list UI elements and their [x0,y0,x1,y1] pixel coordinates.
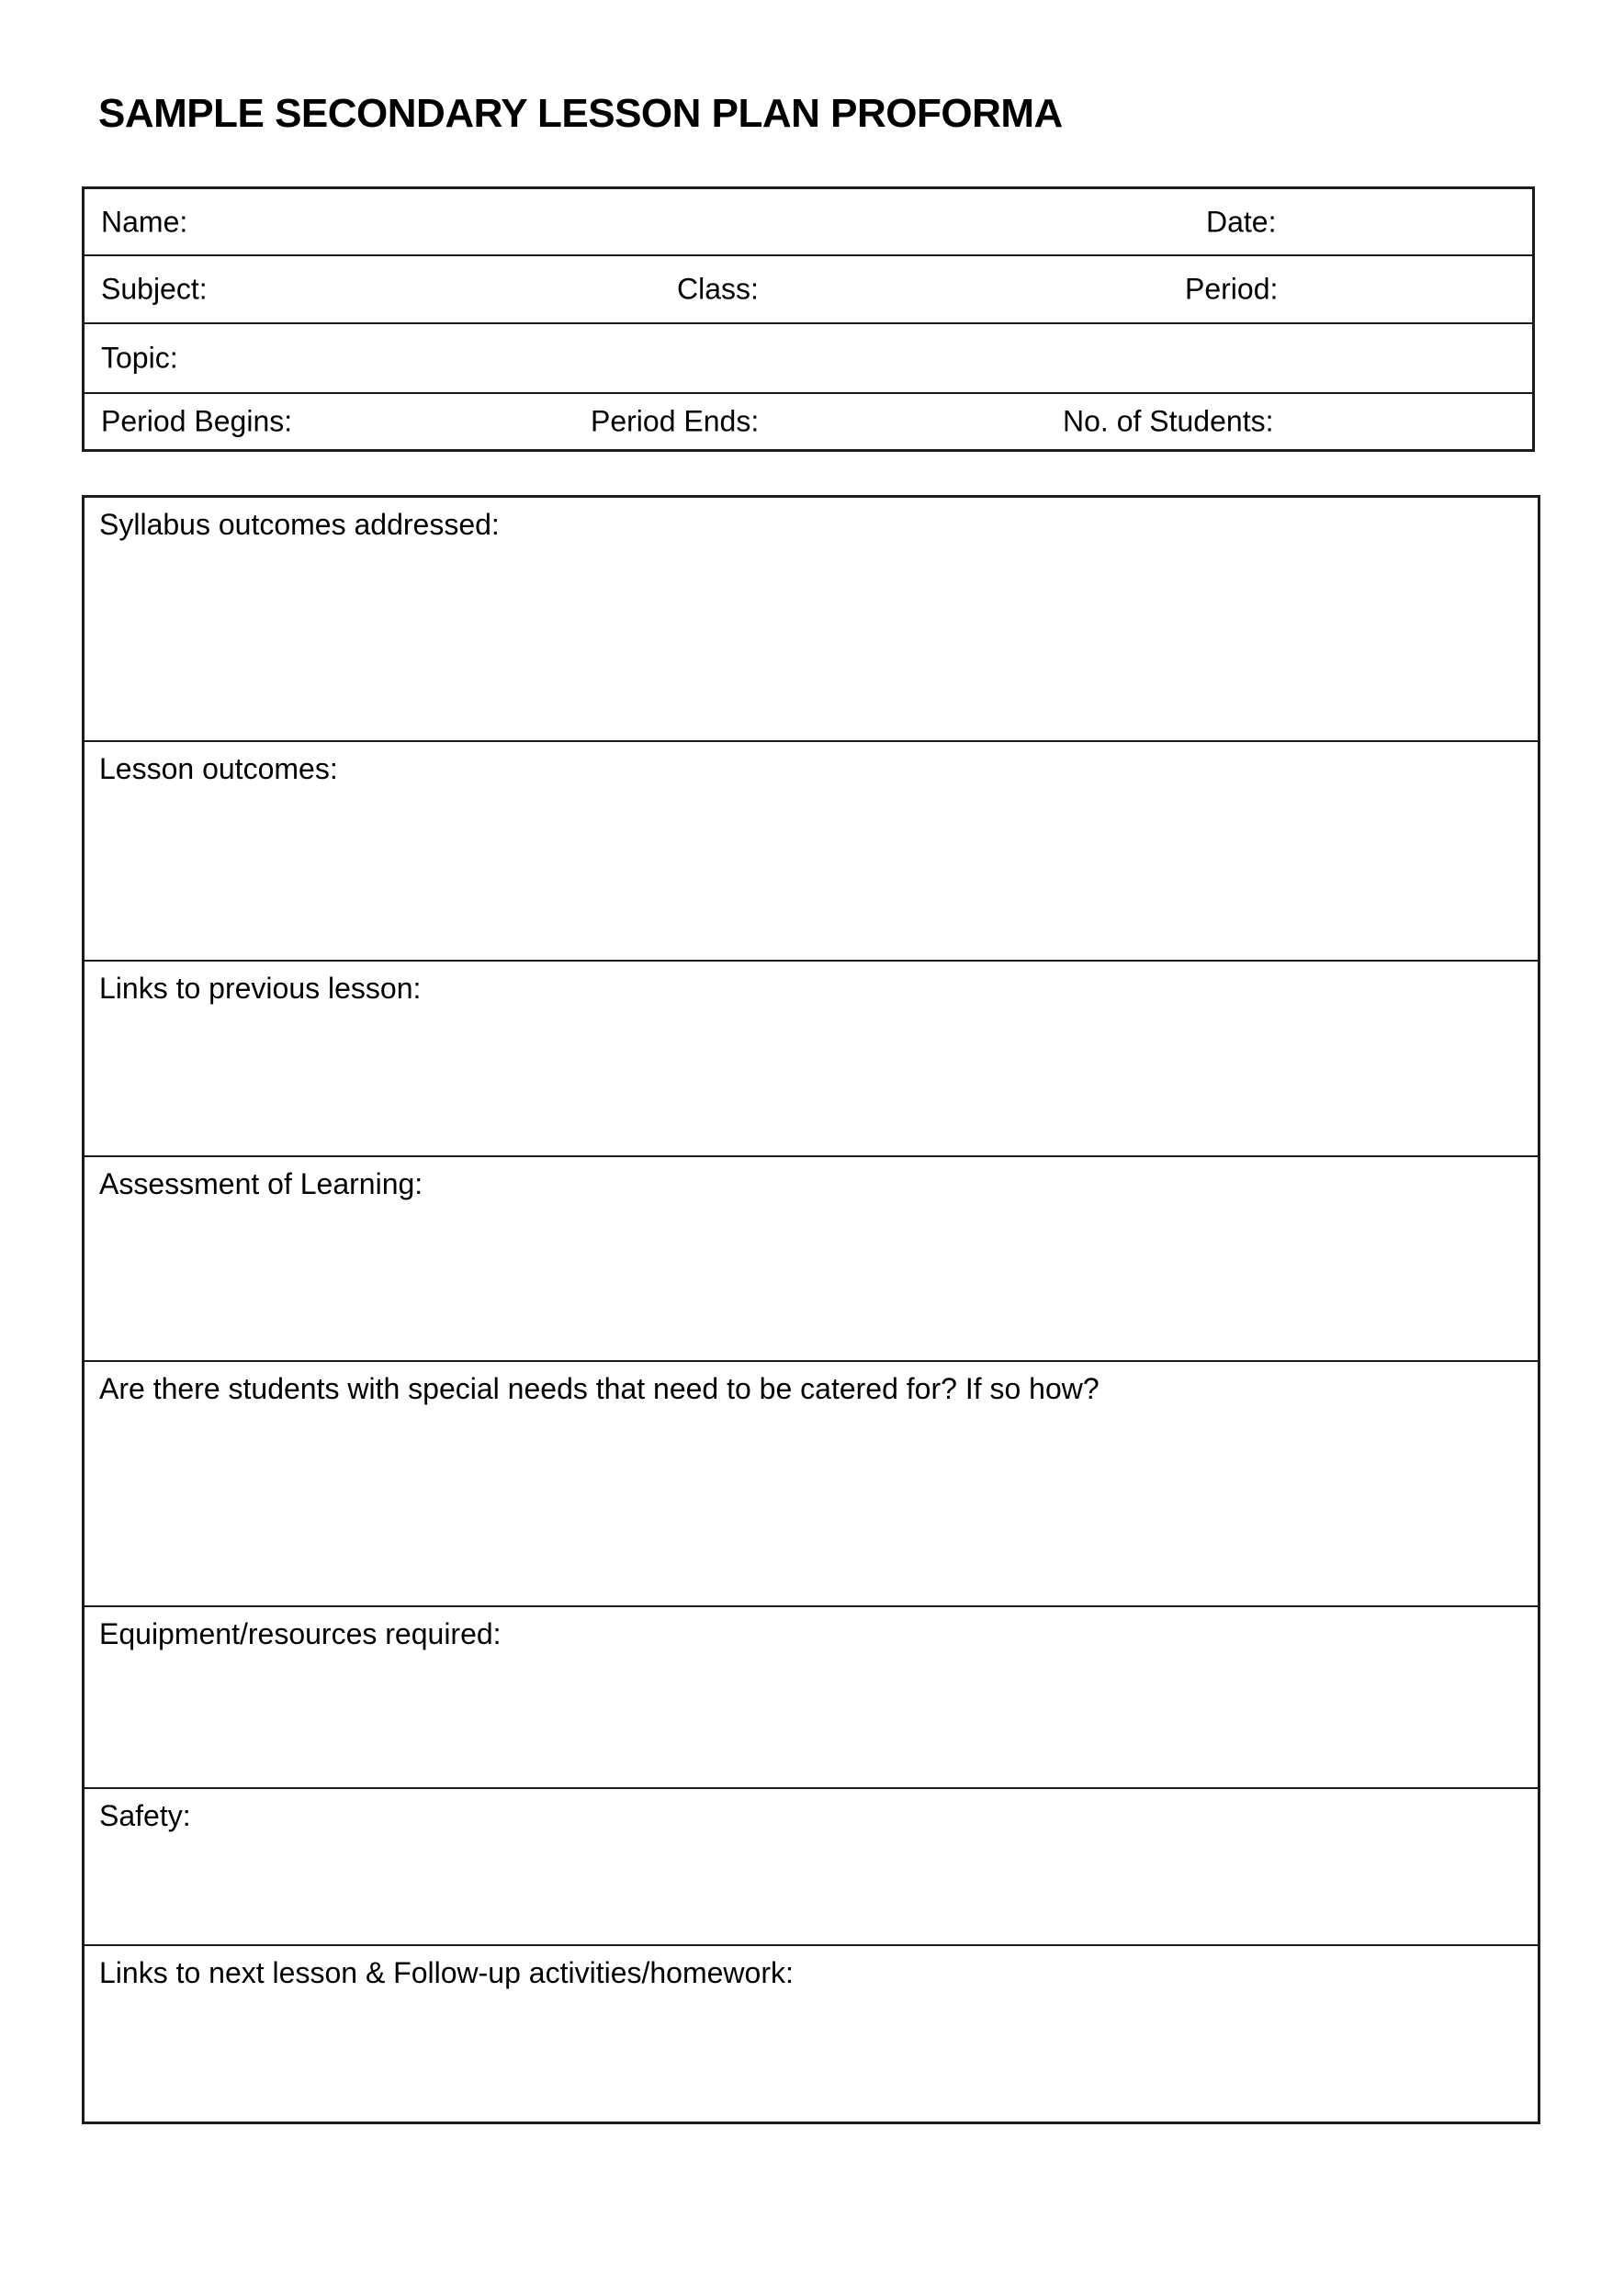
section-row-safety[interactable] [85,1787,1538,1944]
subject-label: Subject: [101,272,208,306]
date-label: Date: [1206,205,1277,238]
lesson-plan-table [82,495,1540,2124]
header-row-name-date[interactable] [85,189,1532,254]
period-ends-label: Period Ends: [591,404,760,438]
lesson-outcomes-label: Lesson outcomes: [99,752,338,785]
section-row-special-needs[interactable] [85,1360,1538,1605]
special-needs-label: Are there students with special needs that need to be catered for? If so how? [99,1372,1100,1405]
topic-label: Topic: [101,341,178,375]
section-row-assessment-of-learning[interactable] [85,1155,1538,1360]
section-row-equipment-resources[interactable] [85,1605,1538,1787]
period-label: Period: [1185,272,1279,306]
syllabus-outcomes-label: Syllabus outcomes addressed: [99,508,500,541]
assessment-of-learning-label: Assessment of Learning: [99,1167,423,1200]
section-row-links-next-lesson-homework[interactable] [85,1944,1538,2122]
class-label: Class: [677,272,759,306]
safety-label: Safety: [99,1799,191,1832]
page-title: SAMPLE SECONDARY LESSON PLAN PROFORMA [98,91,1063,136]
header-row-topic[interactable] [85,322,1532,392]
section-row-lesson-outcomes[interactable] [85,740,1538,960]
section-row-syllabus-outcomes[interactable] [85,498,1538,740]
name-label: Name: [101,205,188,238]
period-begins-label: Period Begins: [101,404,293,438]
header-row-period-times-students[interactable] [85,392,1532,449]
section-row-links-previous-lesson[interactable] [85,960,1538,1155]
num-students-label: No. of Students: [1063,404,1274,438]
equipment-resources-label: Equipment/resources required: [99,1617,502,1650]
header-row-subject-class-period[interactable] [85,254,1532,322]
links-next-lesson-homework-label: Links to next lesson & Follow-up activities/homework: [99,1956,794,1989]
links-previous-lesson-label: Links to previous lesson: [99,972,422,1005]
header-table [82,186,1535,452]
